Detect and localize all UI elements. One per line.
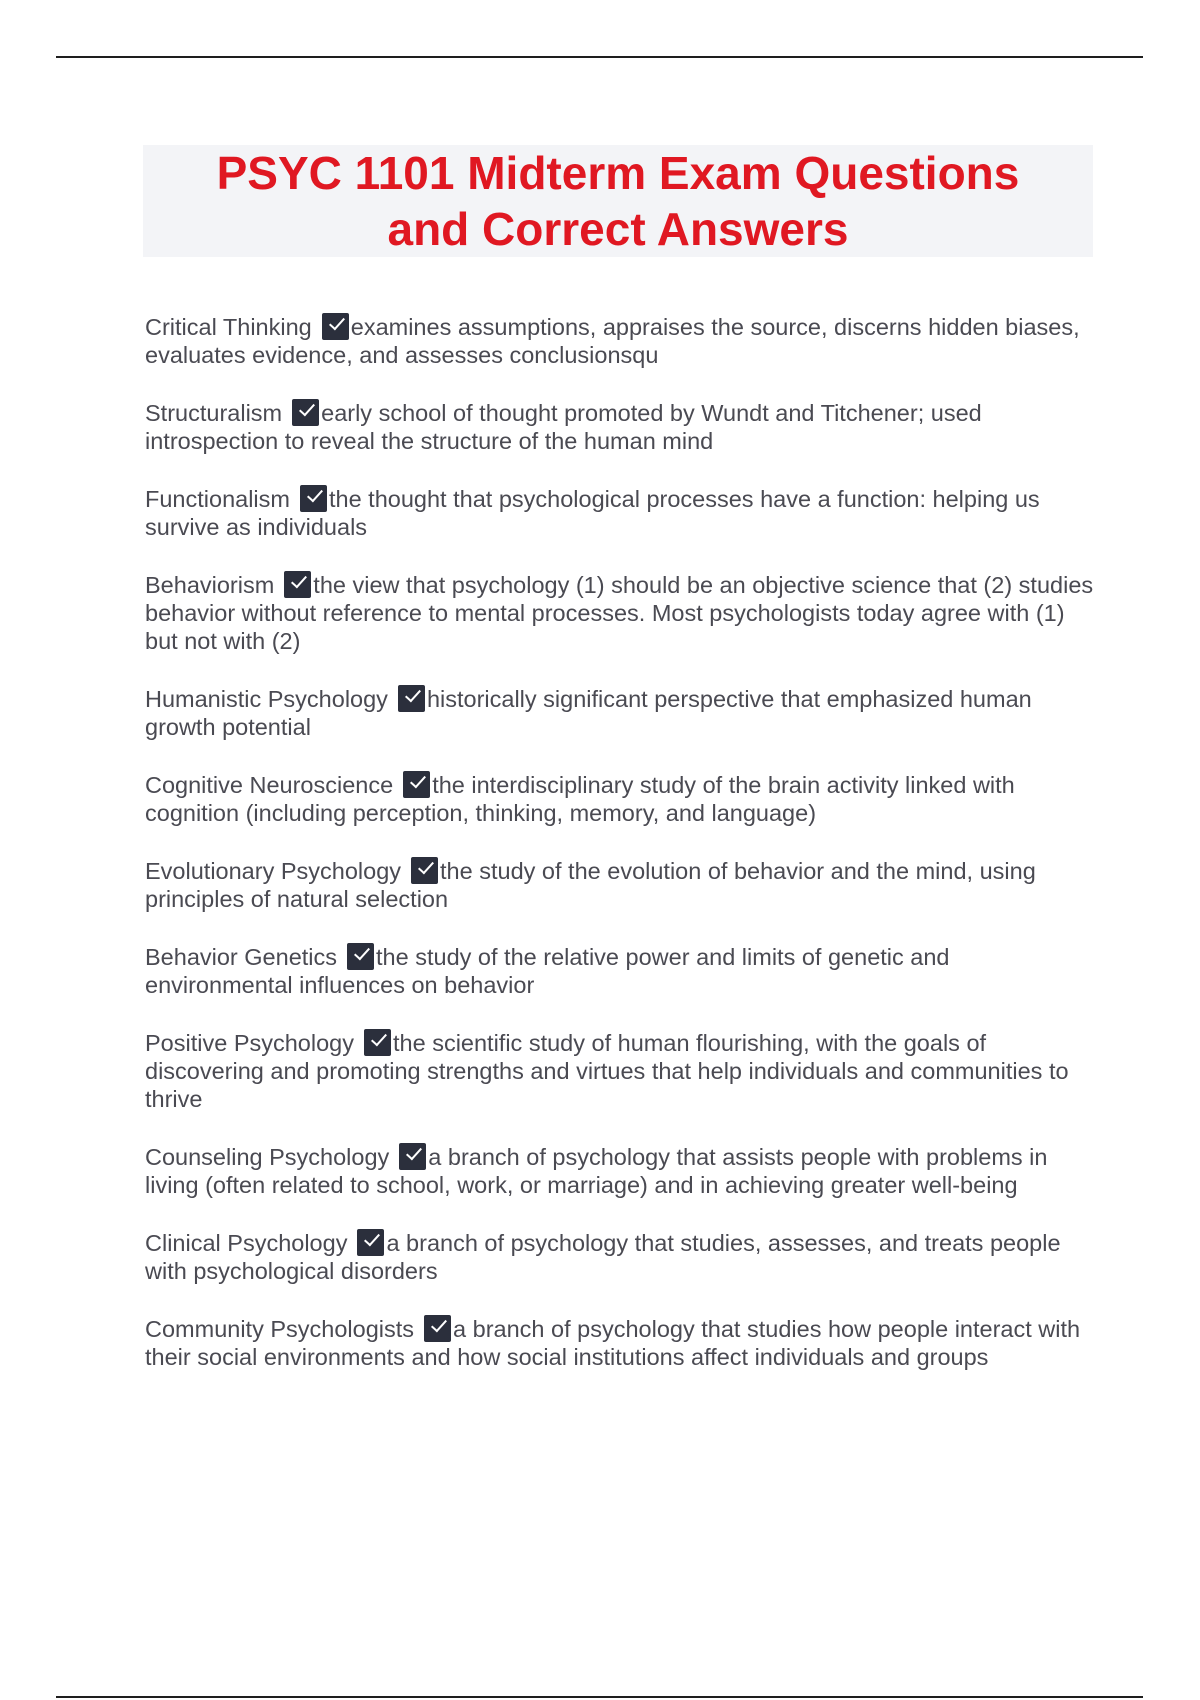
term-label: Critical Thinking [145, 314, 312, 340]
checkmark-icon [347, 943, 374, 970]
header-rule [56, 56, 1143, 58]
term-label: Clinical Psychology [145, 1230, 348, 1256]
term-definition: a branch of psychology that studies how people interact with their social environments and how social institutions affect individuals and groups [145, 1316, 1081, 1370]
checkmark-icon [357, 1229, 384, 1256]
term-entry [145, 771, 1095, 827]
checkmark-icon [292, 399, 319, 426]
checkmark-icon [403, 771, 430, 798]
title-banner [143, 145, 1093, 257]
term-definition: a branch of psychology that assists people with problems in living (often related to school, work, or marriage) and in achieving greater well-being [145, 1144, 1048, 1198]
term-entry [145, 685, 1095, 741]
term-label: Functionalism [145, 486, 290, 512]
term-definition: the thought that psychological processes have a function: helping us survive as individuals [145, 486, 1040, 540]
checkmark-icon [322, 313, 349, 340]
term-definition: the interdisciplinary study of the brain activity linked with cognition (including perception, thinking, memory, and language) [145, 772, 1015, 826]
term-label: Community Psychologists [145, 1316, 415, 1342]
term-definition: a branch of psychology that studies, assesses, and treats people with psychological disorders [145, 1230, 1061, 1284]
term-entry [145, 943, 1095, 999]
term-definition: historically significant perspective that emphasized human growth potential [145, 686, 1032, 740]
term-label: Behavior Genetics [145, 944, 338, 970]
checkmark-icon [411, 857, 438, 884]
page-title-line-2: and Correct Answers [387, 203, 849, 255]
term-label: Positive Psychology [145, 1030, 354, 1056]
checkmark-icon [424, 1315, 451, 1342]
term-entry [145, 1315, 1095, 1371]
term-label: Evolutionary Psychology [145, 858, 402, 884]
term-definition: early school of thought promoted by Wundt and Titchener; used introspection to reveal the structure of the human mind [145, 400, 982, 454]
checkmark-icon [398, 685, 425, 712]
term-entry [145, 485, 1095, 541]
term-label: Cognitive Neuroscience [145, 772, 394, 798]
footer-rule [56, 1696, 1143, 1698]
term-entry [145, 1029, 1095, 1113]
term-label: Humanistic Psychology [145, 686, 388, 712]
page-title-line-1: PSYC 1101 Midterm Exam Questions [216, 147, 1020, 199]
term-entry [145, 399, 1095, 455]
term-definition: the scientific study of human flourishing, with the goals of discovering and promoting strengths and virtues that help individuals and communities to thrive [145, 1030, 1069, 1112]
term-definition: the study of the relative power and limits of genetic and environmental influences on behavior [145, 944, 950, 998]
term-label: Structuralism [145, 400, 283, 426]
term-entry [145, 1143, 1095, 1199]
term-entry [145, 571, 1095, 655]
checkmark-icon [300, 485, 327, 512]
checkmark-icon [399, 1143, 426, 1170]
checkmark-icon [284, 571, 311, 598]
term-entry [145, 313, 1095, 369]
term-definition: the view that psychology (1) should be an objective science that (2) studies behavior without reference to mental processes. Most psychologists today agree with (1) but not with (2) [145, 572, 1094, 654]
term-definition: the study of the evolution of behavior and the mind, using principles of natural selection [145, 858, 1036, 912]
term-label: Counseling Psychology [145, 1144, 390, 1170]
term-list [145, 313, 1095, 1401]
checkmark-icon [364, 1029, 391, 1056]
term-label: Behaviorism [145, 572, 275, 598]
term-entry [145, 857, 1095, 913]
term-definition: examines assumptions, appraises the source, discerns hidden biases, evaluates evidence, and assesses conclusionsqu [145, 314, 1080, 368]
term-entry [145, 1229, 1095, 1285]
